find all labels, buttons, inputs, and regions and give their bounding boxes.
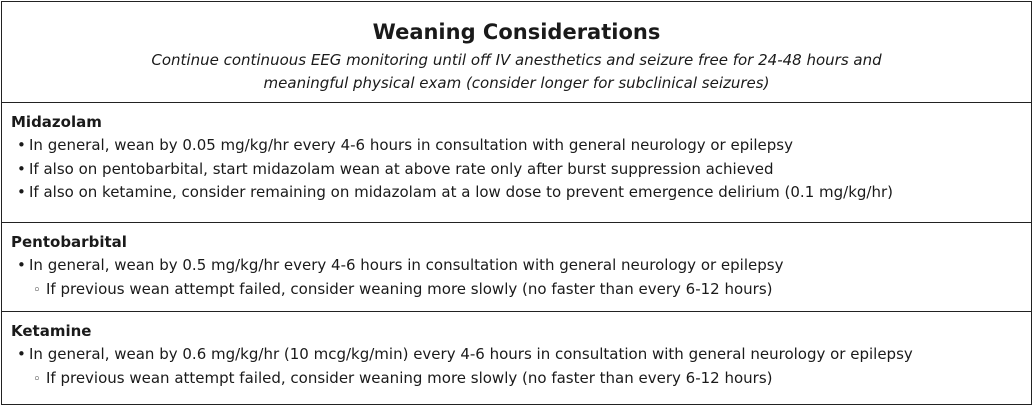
- sub-bullet-icon: ◦: [33, 282, 41, 298]
- sub-list-item: [11, 367, 1031, 392]
- weaning-considerations-table: [1, 1, 1032, 405]
- subtitle-note: Continue continuous EEG monitoring until off IV anesthetics and seizure free for 24-48 hours and meaningful physical exam (consider longer for subclinical seizures): [151, 51, 882, 92]
- pentobarbital-list: [11, 254, 1031, 302]
- list-item: [11, 158, 1031, 182]
- ketamine-list: [11, 343, 1031, 391]
- midazolam-list: [11, 134, 1031, 205]
- sub-list-item: [11, 278, 1031, 303]
- sub-bullet-icon: ◦: [33, 371, 41, 387]
- section-ketamine: [2, 312, 1031, 404]
- list-item: [11, 343, 1031, 367]
- section-pentobarbital: [2, 223, 1031, 312]
- list-item-text: In general, wean by 0.5 mg/kg/hr every 4-6 hours in consultation with general neurology or epilepsy: [29, 256, 784, 274]
- section-heading-ketamine: Ketamine: [11, 322, 92, 340]
- section-midazolam: [2, 103, 1031, 223]
- list-item-text: In general, wean by 0.6 mg/kg/hr (10 mcg/kg/min) every 4-6 hours in consultation with general neurology or epilepsy: [29, 345, 913, 363]
- list-item-text: If also on ketamine, consider remaining on midazolam at a low dose to prevent emergence delirium (0.1 mg/kg/hr): [29, 183, 893, 201]
- list-item-text: If also on pentobarbital, start midazolam wean at above rate only after burst suppression achieved: [29, 159, 774, 178]
- list-item: [11, 181, 1031, 205]
- section-heading-midazolam: Midazolam: [11, 113, 102, 131]
- sub-list-item-text: If previous wean attempt failed, consider weaning more slowly (no faster than every 6-12 hours): [46, 279, 773, 298]
- bullet-icon: •: [17, 256, 26, 274]
- bullet-icon: •: [17, 159, 26, 178]
- list-item: [11, 134, 1031, 158]
- section-heading-pentobarbital: Pentobarbital: [11, 233, 127, 251]
- page-title: Weaning Considerations: [372, 20, 661, 44]
- table-header: [2, 2, 1031, 103]
- bullet-icon: •: [17, 345, 26, 363]
- bullet-icon: •: [17, 183, 26, 201]
- sub-list-item-text: If previous wean attempt failed, consider weaning more slowly (no faster than every 6-12 hours): [46, 368, 773, 387]
- list-item: [11, 254, 1031, 278]
- bullet-icon: •: [17, 136, 26, 154]
- list-item-text: In general, wean by 0.05 mg/kg/hr every 4-6 hours in consultation with general neurology or epilepsy: [29, 136, 794, 154]
